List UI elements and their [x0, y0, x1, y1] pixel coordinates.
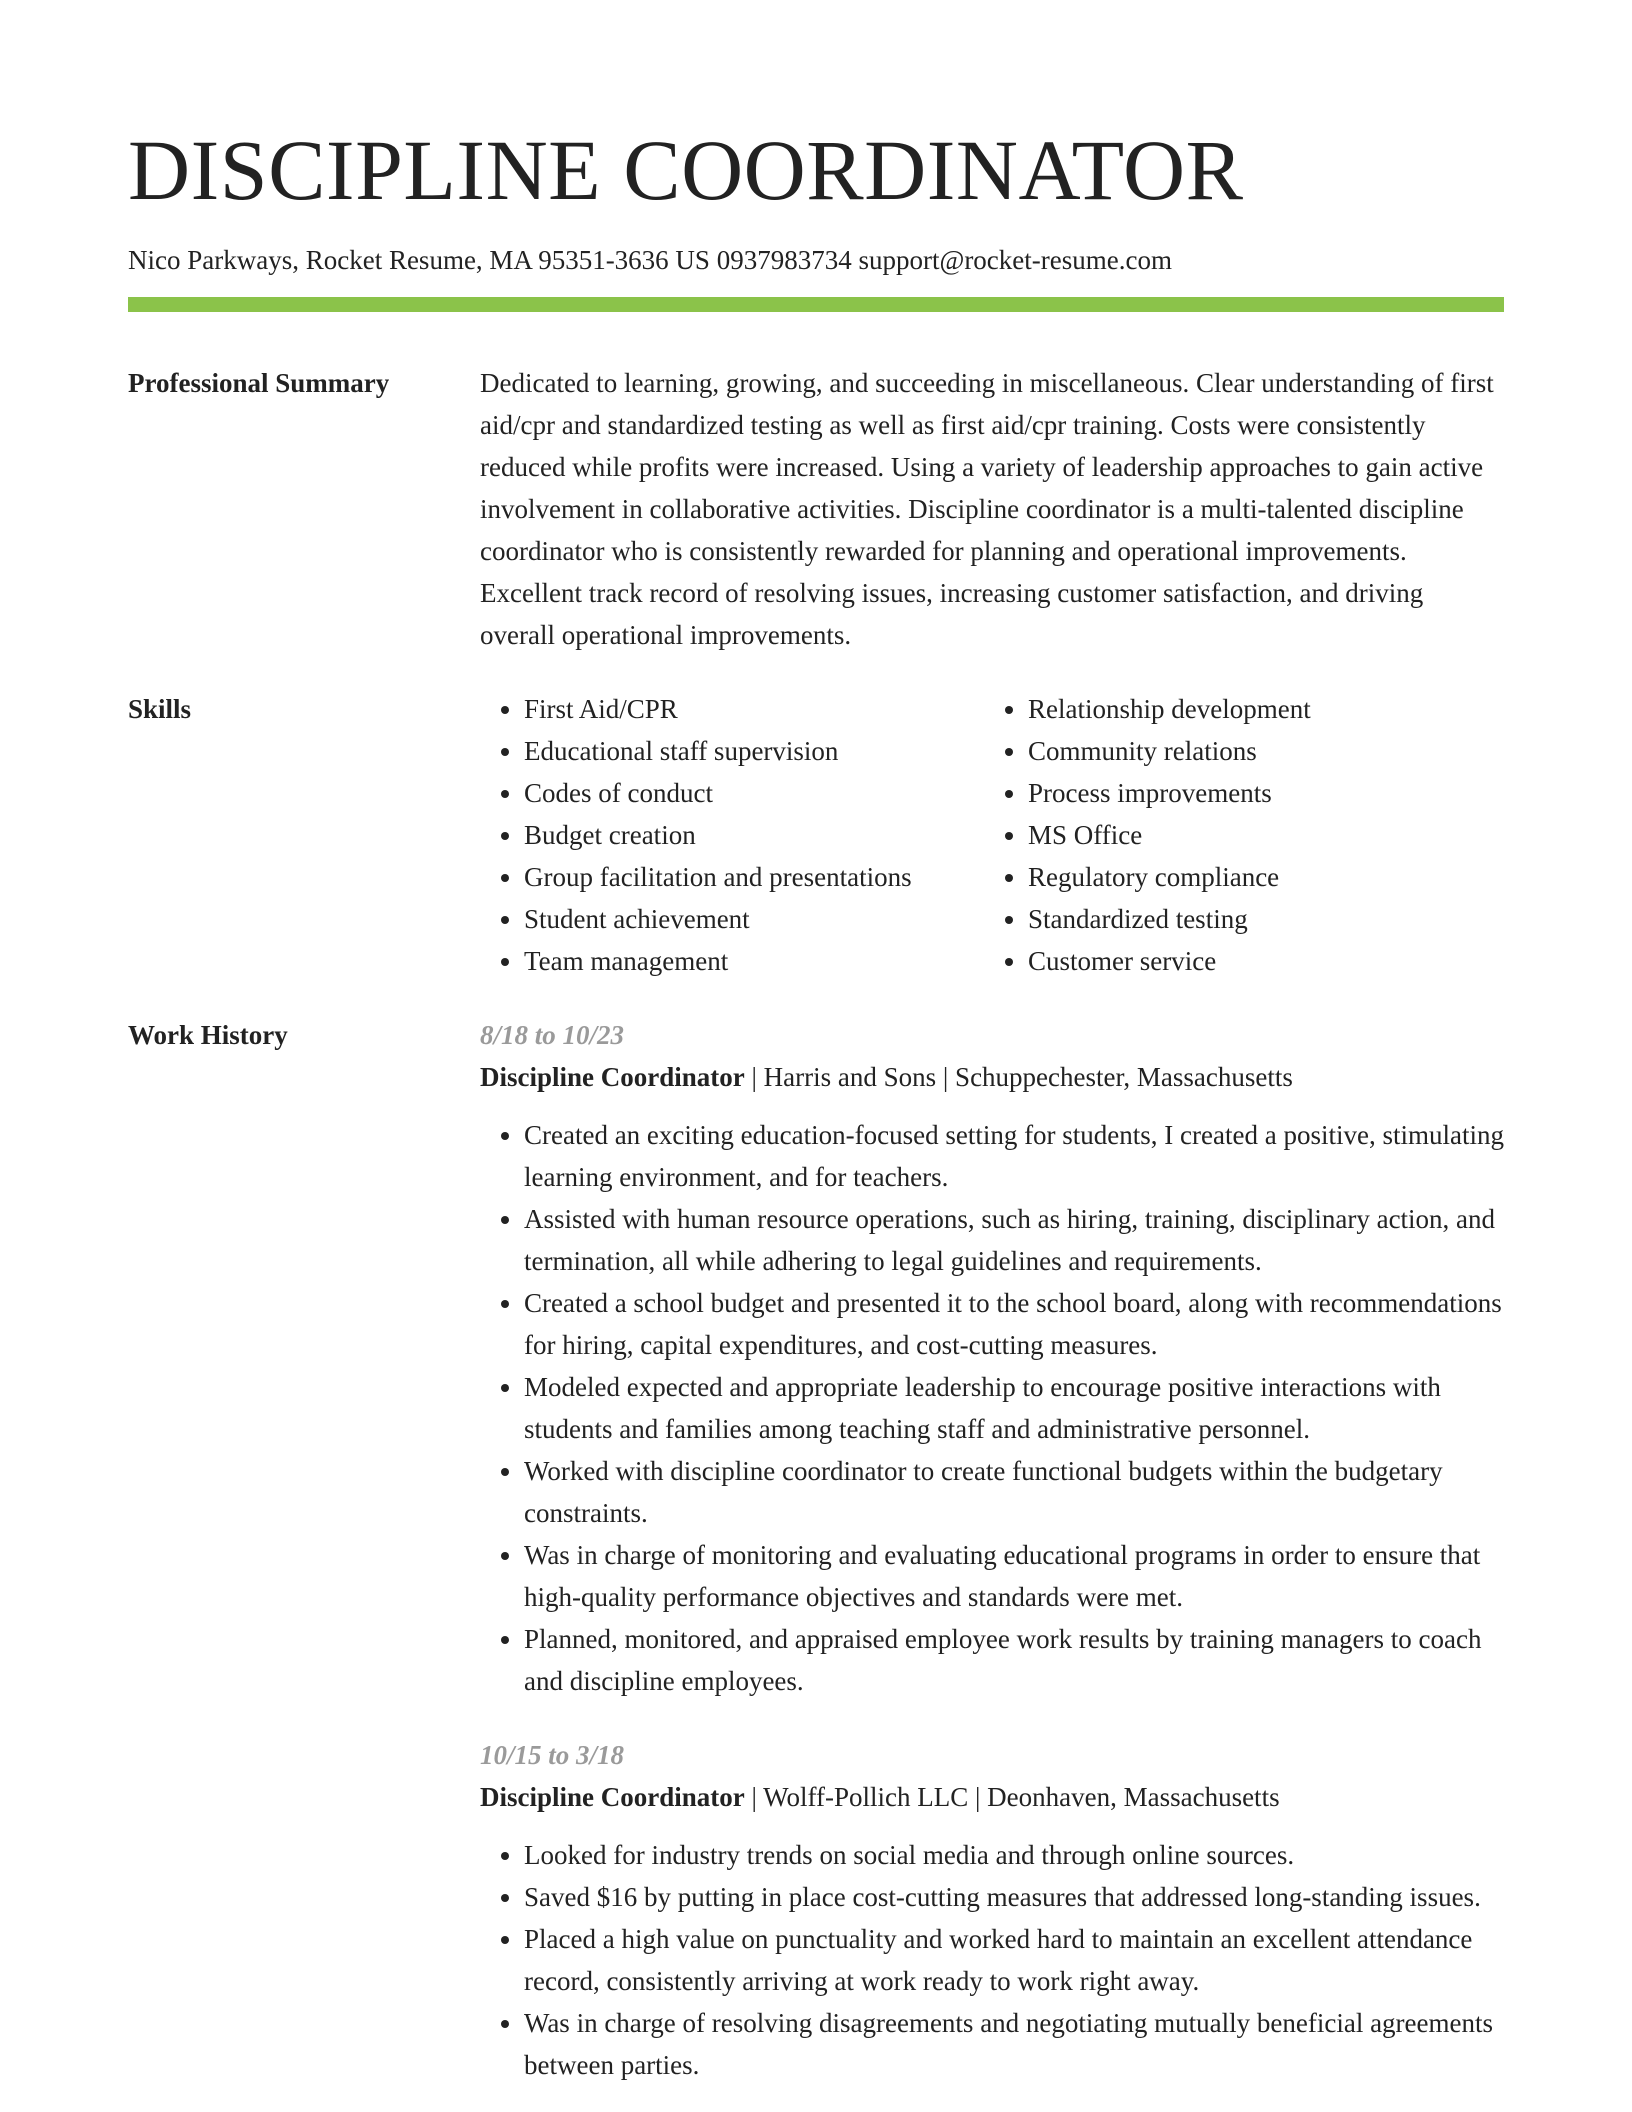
skill-item: • Educational staff supervision	[524, 730, 984, 772]
accent-divider	[128, 297, 1504, 312]
job-dates: 8/18 to 10/23	[480, 1020, 625, 1050]
job-bullet: • Created a school budget and presented it to the school board, along with recommendations for hiring, capital expenditures, and cost-cutting measures.	[524, 1282, 1504, 1366]
skill-item: • Standardized testing	[1028, 898, 1488, 940]
skill-item: • Customer service	[1028, 940, 1488, 982]
job-bullet: • Placed a high value on punctuality and worked hard to maintain an excellent attendance record, consistently arriving at work ready to work right away.	[524, 1918, 1504, 2002]
job-bullet: • Was in charge of monitoring and evaluating educational programs in order to ensure that high-quality performance objectives and standards were met.	[524, 1534, 1504, 1618]
skill-item: • Community relations	[1028, 730, 1488, 772]
work-history-body	[480, 1014, 1504, 2086]
contact-info: Nico Parkways, Rocket Resume, MA 95351-3636 US 0937983734 support@rocket-resume.com	[128, 245, 1172, 275]
summary-heading: Professional Summary	[128, 368, 390, 398]
skill-item: • Process improvements	[1028, 772, 1488, 814]
skill-item: • Student achievement	[524, 898, 984, 940]
skills-column-right	[984, 688, 1488, 982]
skill-item: • MS Office	[1028, 814, 1488, 856]
skill-item: • Group facilitation and presentations	[524, 856, 984, 898]
job-bullet: • Worked with discipline coordinator to create functional budgets within the budgetary constraints.	[524, 1450, 1504, 1534]
work-history-heading: Work History	[128, 1020, 288, 1050]
job-employer-details: | Harris and Sons | Schuppechester, Massachusetts	[744, 1062, 1293, 1092]
skills-column-left	[480, 688, 984, 982]
job-bullet-list	[480, 1834, 1504, 2086]
skill-item: • Team management	[524, 940, 984, 982]
job-bullet: • Looked for industry trends on social media and through online sources.	[524, 1834, 1504, 1876]
skills-body	[480, 688, 1504, 982]
summary-text: Dedicated to learning, growing, and succeeding in miscellaneous. Clear understanding of first aid/cpr and standardized testing as well as first aid/cpr training. Costs were consistently reduced while profits were increased. Using a variety of leadership approaches to gain active involvement in collaborative activities. Discipline coordinator is a multi-talented discipline coordinator who is consistently rewarded for planning and operational improvements. Excellent track record of resolving issues, increasing customer satisfaction, and driving overall operational improvements.	[480, 368, 1494, 650]
skill-item: • Relationship development	[1028, 688, 1488, 730]
summary-body	[480, 362, 1504, 656]
job-title: Discipline Coordinator	[480, 1062, 745, 1092]
job-employer-details: | Wolff-Pollich LLC | Deonhaven, Massachusetts	[744, 1782, 1280, 1812]
job-bullet: • Created an exciting education-focused setting for students, I created a positive, stimulating learning environment, and for teachers.	[524, 1114, 1504, 1198]
job-bullet-list	[480, 1114, 1504, 1702]
job-entry	[480, 1734, 1504, 2086]
job-bullet: • Was in charge of resolving disagreements and negotiating mutually beneficial agreements between parties.	[524, 2002, 1504, 2086]
skill-item: • Budget creation	[524, 814, 984, 856]
job-bullet: • Planned, monitored, and appraised employee work results by training managers to coach and discipline employees.	[524, 1618, 1504, 1702]
job-dates: 10/15 to 3/18	[480, 1740, 625, 1770]
job-bullet: • Saved $16 by putting in place cost-cutting measures that addressed long-standing issues.	[524, 1876, 1504, 1918]
skill-item: • Regulatory compliance	[1028, 856, 1488, 898]
job-bullet: • Modeled expected and appropriate leadership to encourage positive interactions with students and families among teaching staff and administrative personnel.	[524, 1366, 1504, 1450]
job-title-line	[480, 1056, 1504, 1098]
skills-section	[128, 688, 1504, 982]
summary-section	[128, 362, 1504, 656]
resume-title: DISCIPLINE COORDINATOR	[128, 122, 1244, 218]
job-bullet: • Assisted with human resource operations, such as hiring, training, disciplinary action, and termination, all while adhering to legal guidelines and requirements.	[524, 1198, 1504, 1282]
skills-heading: Skills	[128, 694, 192, 724]
skills-columns	[480, 688, 1504, 982]
skills-list-left	[480, 688, 984, 982]
job-title-line	[480, 1776, 1504, 1818]
job-title: Discipline Coordinator	[480, 1782, 745, 1812]
work-history-section	[128, 1014, 1504, 2086]
skill-item: • Codes of conduct	[524, 772, 984, 814]
skill-item: • First Aid/CPR	[524, 688, 984, 730]
job-entry	[480, 1014, 1504, 1702]
skills-list-right	[984, 688, 1488, 982]
